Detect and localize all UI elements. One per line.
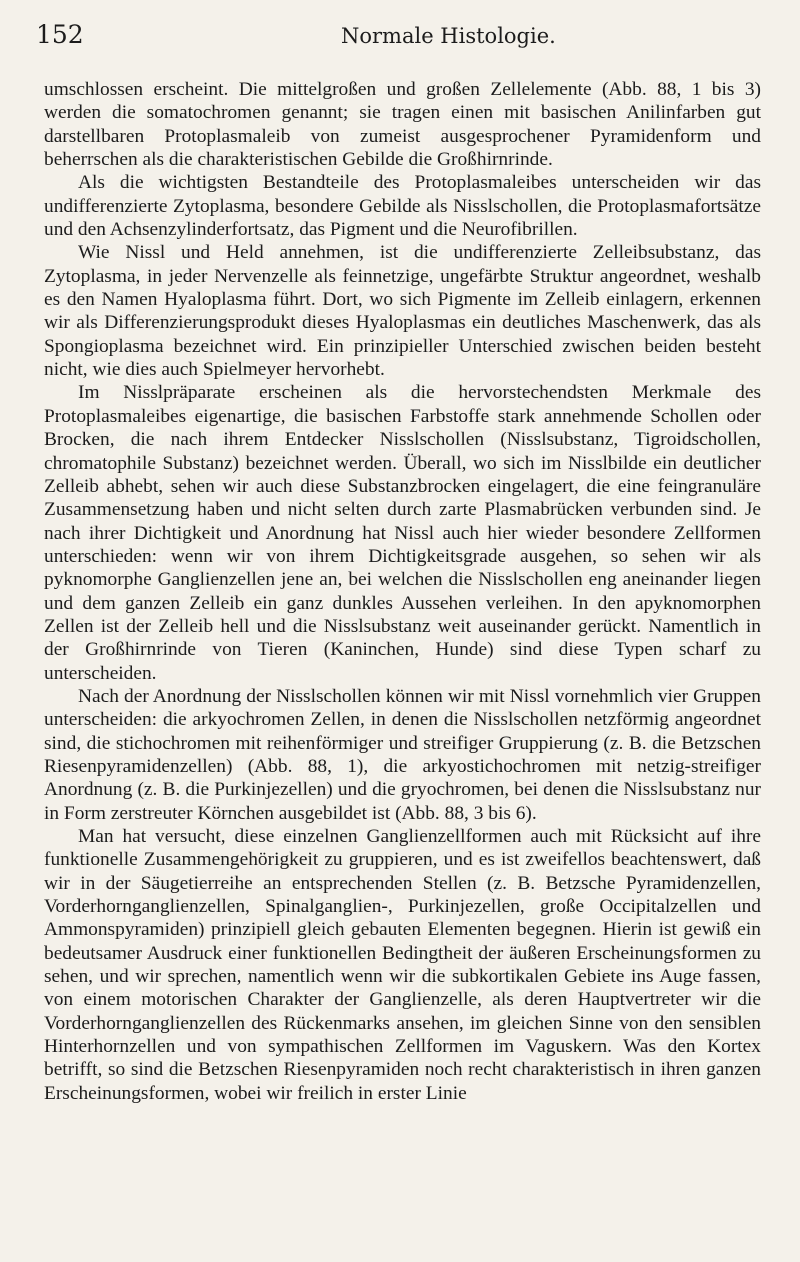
paragraph-continuation: umschlossen erscheint. Die mittelgroßen und großen Zellelemente (Abb. 88, 1 bis 3) werden die somatochromen genannt; sie tragen einen mit basischen Anilinfarben gut darstellbaren Protoplasmaleib von zumeist ausgesprochener Pyramidenform und beherrschen als die charakteristischen Gebilde die Großhirnrinde. <box>44 79 761 171</box>
paragraph: Man hat versucht, diese einzelnen Ganglienzellformen auch mit Rücksicht auf ihre funktionelle Zusammengehörigkeit zu gruppieren, und es ist zweifellos beachtenswert, daß wir in der Säugetierreihe an entsprechenden Stellen (z. B. Betzsche Pyramidenzellen, Vorderhornganglienzellen, Spinalganglien-, Purkinjezellen, große Occipitalzellen und Ammonspyramiden) prinzipiell gleich gebauten Elementen begegnen. Hierin ist gewiß ein bedeutsamer Ausdruck einer funktionellen Bedingtheit der äußeren Erscheinungsformen zu sehen, und wir sprechen, namentlich wenn wir die subkortikalen Gebiete ins Auge fassen, von einem motorischen Charakter der Ganglienzelle, als deren Hauptvertreter wir die Vorderhornganglienzellen des Rückenmarks ansehen, im gleichen Sinne von den sensiblen Hinterhornzellen und von sympathischen Zellformen im Vaguskern. Was den Kortex betrifft, so sind die Betzschen Riesenpyramiden noch recht charakteristisch in ihren ganzen Erscheinungsformen, wobei wir freilich in erster Linie <box>44 826 761 1104</box>
running-head <box>36 18 764 58</box>
paragraph: Im Nisslpräparate erscheinen als die hervorstechendsten Merkmale des Protoplasmaleibes eigenartige, die basischen Farbstoffe stark annehmende Schollen oder Brocken, die nach ihrem Entdecker Nisslschollen (Nisslsubstanz, Tigroidschollen, chromatophile Substanz) bezeichnet werden. Überall, wo sich im Nisslbilde ein deutlicher Zelleib abhebt, sehen wir auch diese Substanzbrocken eingelagert, die eine feingranuläre Zusammensetzung haben und nicht selten durch zarte Plasmabrücken verbunden sind. Je nach ihrer Dichtigkeit und Anordnung hat Nissl auch hier wieder besondere Zellformen unterschieden: wenn wir von ihrem Dichtigkeitsgrade ausgehen, so sehen wir als pyknomorphe Ganglienzellen jene an, bei welchen die Nisslschollen eng aneinander liegen und dem ganzen Zelleib ein ganz dunkles Aussehen verleihen. In den apyknomorphen Zellen ist der Zelleib hell und die Nisslsubstanz weit auseinander gerückt. Namentlich in der Großhirnrinde von Tieren (Kaninchen, Hunde) sind diese Typen scharf zu unterscheiden. <box>44 382 761 684</box>
body-text <box>44 78 761 1105</box>
page-number: 152 <box>36 20 84 49</box>
running-title: Normale Histologie. <box>341 24 556 48</box>
paragraph: Als die wichtigsten Bestandteile des Protoplasmaleibes unterscheiden wir das undifferenzierte Zytoplasma, besondere Gebilde als Nisslschollen, die Protoplasmafortsätze und den Achsenzylinderfortsatz, das Pigment und die Neurofibrillen. <box>44 172 761 241</box>
paragraph: Nach der Anordnung der Nisslschollen können wir mit Nissl vornehmlich vier Gruppen unterscheiden: die arkyochromen Zellen, in denen die Nisslschollen netzförmig angeordnet sind, die stichochromen mit reihenförmiger und streifiger Gruppierung (z. B. die Betzschen Riesenpyramidenzellen) (Abb. 88, 1), die arkyostichochromen mit netzig-streifiger Anordnung (z. B. die Purkinjezellen) und die gryochromen, bei denen die Nisslsubstanz nur in Form zerstreuter Körnchen ausgebildet ist (Abb. 88, 3 bis 6). <box>44 685 761 824</box>
paragraph: Wie Nissl und Held annehmen, ist die undifferenzierte Zelleibsubstanz, das Zytoplasma, in jeder Nervenzelle als feinnetzige, ungefärbte Struktur angeordnet, weshalb es den Namen Hyaloplasma führt. Dort, wo sich Pigmente im Zelleib einlagern, erkennen wir als Differenzierungsprodukt dieses Hyaloplasmas ein deutliches Maschenwerk, das als Spongioplasma bezeichnet wird. Ein prinzipieller Unterschied zwischen beiden besteht nicht, wie dies auch Spielmeyer hervorhebt. <box>44 242 761 381</box>
